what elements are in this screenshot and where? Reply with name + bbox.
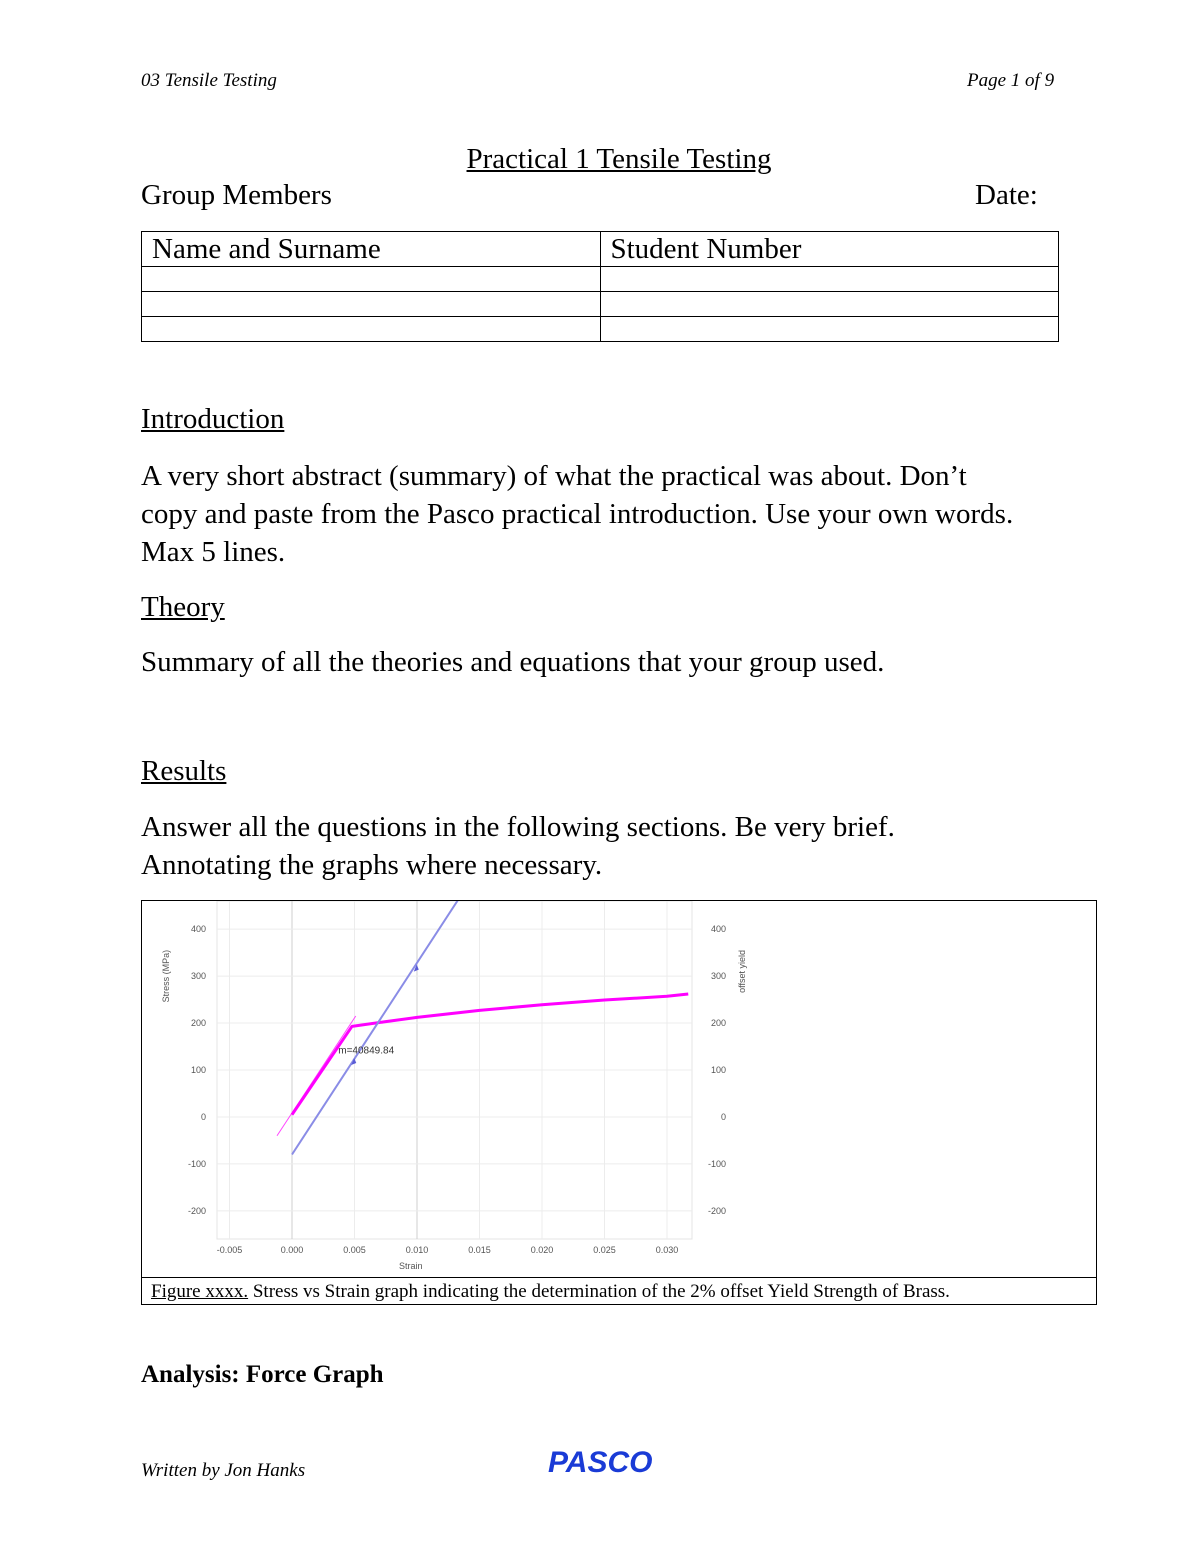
name-cell[interactable]: [142, 317, 601, 342]
y-tick-label: 100: [190, 1065, 206, 1075]
x-tick-label: 0.000: [280, 1245, 304, 1255]
members-table: [141, 231, 1059, 342]
x-tick-label: 0.010: [405, 1245, 429, 1255]
y2-tick-label: 0: [720, 1111, 726, 1122]
results-line: Annotating the graphs where necessary.: [141, 849, 603, 881]
y2-tick-label: 400: [710, 924, 726, 935]
student-number-cell[interactable]: [600, 317, 1059, 342]
y2-tick-label: -100: [707, 1158, 726, 1169]
theory-body: Summary of all the theories and equations that your group used.: [141, 646, 885, 678]
y2-tick-label: 100: [710, 1065, 726, 1075]
date-label: Date:: [975, 179, 1038, 211]
table-row: [142, 267, 1059, 292]
y-tick-label: -200: [187, 1205, 206, 1216]
student-number-cell[interactable]: [600, 267, 1059, 292]
analysis-heading: Analysis: Force Graph: [141, 1361, 384, 1388]
y-axis-label: Stress (MPa): [161, 949, 171, 1003]
header-page-number: Page 1 of 9: [967, 70, 1055, 91]
pasco-logo: PASCO: [548, 1446, 653, 1479]
x-tick-label: 0.015: [468, 1245, 491, 1255]
figure-caption-label: Figure xxxx.: [151, 1281, 249, 1302]
y-tick-label: 0: [200, 1111, 206, 1122]
x-tick-label: 0.020: [530, 1245, 554, 1255]
column-header-name: Name and Surname: [142, 232, 601, 267]
results-heading: Results: [141, 755, 227, 787]
stress-strain-chart: [142, 901, 1096, 1277]
y-tick-label: -100: [187, 1158, 206, 1169]
x-tick-label: -0.005: [216, 1245, 243, 1255]
introduction-body: [141, 457, 1013, 571]
y-tick-label: 400: [190, 924, 206, 935]
slope-annotation: m=40849.84: [338, 1045, 395, 1057]
theory-heading: Theory: [141, 591, 225, 623]
column-header-student-number: Student Number: [600, 232, 1059, 267]
y2-tick-label: -200: [707, 1205, 726, 1216]
y2-tick-label: 300: [710, 971, 726, 982]
x-tick-label: 0.025: [593, 1245, 616, 1255]
y-tick-label: 200: [190, 1018, 206, 1029]
x-tick-label: 0.005: [343, 1245, 366, 1255]
results-line: Answer all the questions in the following sections. Be very brief.: [141, 811, 895, 843]
results-body: [141, 808, 895, 884]
name-cell[interactable]: [142, 267, 601, 292]
student-number-cell[interactable]: [600, 292, 1059, 317]
figure-caption-text: Stress vs Strain graph indicating the determination of the 2% offset Yield Strength of Brass.: [248, 1281, 950, 1302]
y2-tick-label: 200: [710, 1018, 726, 1029]
introduction-line: A very short abstract (summary) of what the practical was about. Don’t: [141, 460, 967, 492]
page-title: Practical 1 Tensile Testing: [466, 143, 772, 175]
table-row: [142, 292, 1059, 317]
figure-box: [141, 900, 1097, 1305]
table-row: [142, 317, 1059, 342]
introduction-line: copy and paste from the Pasco practical introduction. Use your own words.: [141, 498, 1014, 530]
header-doc-id: 03 Tensile Testing: [141, 70, 277, 91]
table-header-row: [142, 232, 1059, 267]
x-axis-label: Strain: [398, 1261, 423, 1271]
y2-axis-label: offset yield: [737, 949, 747, 993]
introduction-line: Max 5 lines.: [141, 536, 286, 568]
group-members-label: Group Members: [141, 179, 332, 211]
footer-author: Written by Jon Hanks: [141, 1460, 306, 1481]
figure-caption: [141, 1277, 1097, 1305]
introduction-heading: Introduction: [141, 403, 285, 435]
y-tick-label: 300: [190, 971, 206, 982]
x-tick-label: 0.030: [655, 1245, 679, 1255]
name-cell[interactable]: [142, 292, 601, 317]
